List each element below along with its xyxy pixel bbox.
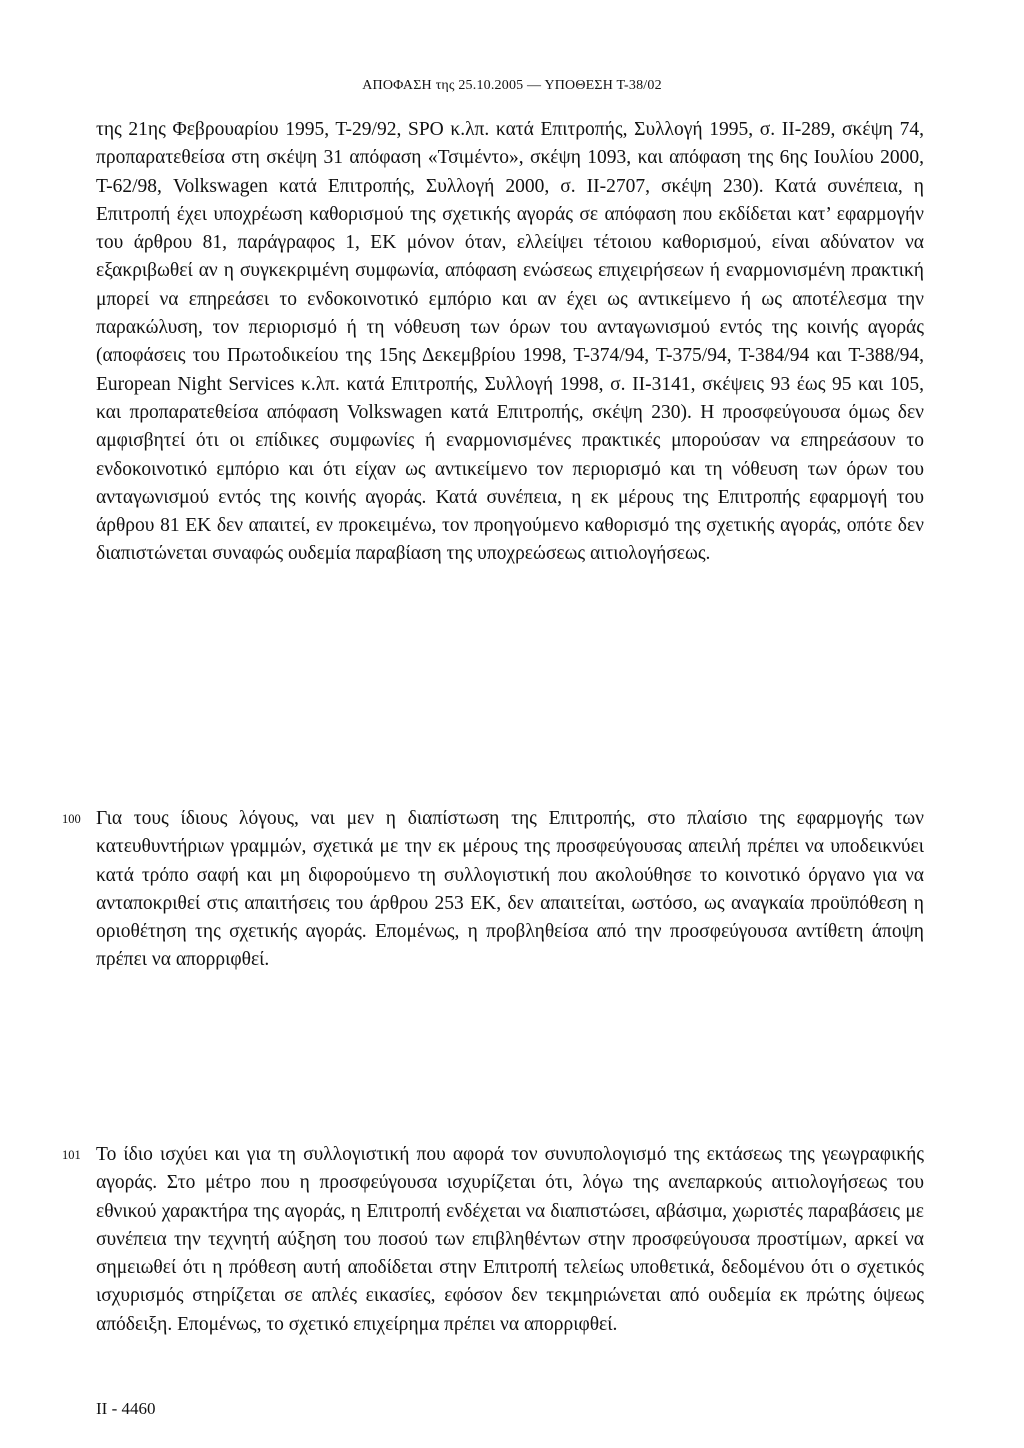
paragraph-number-100: 100: [62, 812, 81, 826]
paragraph-100: Για τους ίδιους λόγους, ναι μεν η διαπίστωση της Επιτροπής, στο πλαίσιο της εφαρμογής των κατευθυντήριων γραμμών, σχετικά με την εκ μέρους της προσφεύγουσας απειλή πρέπει να υποδεικνύει κατά τρόπο σαφή και μη διφορούμενο τη συλλογιστική που ακολούθησε το κοινοτικό όργανο για να ανταποκριθεί στις απαιτήσεις του άρθρου 253 ΕΚ, δεν απαιτείται, ωστόσο, ως αναγκαία προϋπόθεση η οριοθέτηση της σχετικής αγοράς. Επομένως, η προβληθείσα από την προσφεύγουσα αντίθετη άποψη πρέπει να απορριφθεί.: [96, 808, 924, 971]
paragraph-continuation: της 21ης Φεβρουαρίου 1995, Τ-29/92, SPO κ.λπ. κατά Επιτροπής, Συλλογή 1995, σ. II-289, σκέψη 74, προπαρατεθείσα στη σκέψη 31 απόφαση «Τσιμέντο», σκέψη 1093, και απόφαση της 6ης Ιουλίου 2000, Τ-62/98, Volkswagen κατά Επιτροπής, Συλλογή 2000, σ. II-2707, σκέψη 230). Κατά συνέπεια, η Επιτροπή έχει υποχρέωση καθορισμού της σχετικής αγοράς σε απόφαση που εκδίδεται κατ’ εφαρμογήν του άρθρου 81, παράγραφος 1, ΕΚ μόνον όταν, ελλείψει τέτοιου καθορισμού, είναι αδύνατον να εξακριβωθεί αν η συγκεκριμένη συμφωνία, απόφαση ενώσεως επιχειρήσεων ή εναρμονισμένη πρακτική μπορεί να επηρεάσει το ενδοκοινοτικό εμπόριο και αν έχει ως αντικείμενο ή ως αποτέλεσμα την παρακώλυση, τον περιορισμό ή τη νόθευση των όρων του ανταγωνισμού εντός της κοινής αγοράς (αποφάσεις του Πρωτοδικείου της 15ης Δεκεμβρίου 1998, Τ-374/94, Τ-375/94, Τ-384/94 και Τ-388/94, European Night Services κ.λπ. κατά Επιτροπής, Συλλογή 1998, σ. II-3141, σκέψεις 93 έως 95 και 105, και προπαρατεθείσα απόφαση Volkswagen κατά Επιτροπής, σκέψη 230). Η προσφεύγουσα όμως δεν αμφισβητεί ότι οι επίδικες συμφωνίες ή εναρμονισμένες πρακτικές μπορούσαν να επηρεάσουν το ενδοκοινοτικό εμπόριο και ότι είχαν ως αντικείμενο τον περιορισμό και τη νόθευση των όρων του ανταγωνισμού εντός της κοινής αγοράς. Κατά συνέπεια, η εκ μέρους της Επιτροπής εφαρμογή του άρθρου 81 ΕΚ δεν απαιτεί, εν προκειμένω, τον προηγούμενο καθορισμό της σχετικής αγοράς, οπότε δεν διαπιστώνεται συναφώς ουδεμία παραβίαση της υποχρεώσεως αιτιολογήσεως.: [96, 119, 924, 565]
paragraph-number-101: 101: [62, 1148, 81, 1162]
running-header: ΑΠΟΦΑΣΗ της 25.10.2005 — ΥΠΟΘΕΣΗ Τ-38/02: [362, 78, 662, 93]
page-number: II - 4460: [96, 1399, 156, 1418]
paragraph-101: Το ίδιο ισχύει και για τη συλλογιστική που αφορά τον συνυπολογισμό της εκτάσεως της γεωγραφικής αγοράς. Στο μέτρο που η προσφεύγουσα ισχυρίζεται ότι, λόγω της ανεπαρκούς αιτιολογήσεως του εθνικού χαρακτήρα της αγοράς, η Επιτροπή ενδέχεται να διαπιστώσει, αβάσιμα, χωριστές παραβάσεις με συνέπεια την τεχνητή αύξηση του ποσού των επιβληθέντων στην προσφεύγουσα προστίμων, αρκεί να σημειωθεί ότι η πρόθεση αυτή αποδίδεται στην Επιτροπή τελείως υποθετικά, δεδομένου ότι ο σχετικός ισχυρισμός στηρίζεται σε απλές εικασίες, εφόσον δεν τεκμηριώνεται από ουδεμία εκ πρώτης όψεως απόδειξη. Επομένως, το σχετικό επιχείρημα πρέπει να απορριφθεί.: [96, 1144, 924, 1335]
